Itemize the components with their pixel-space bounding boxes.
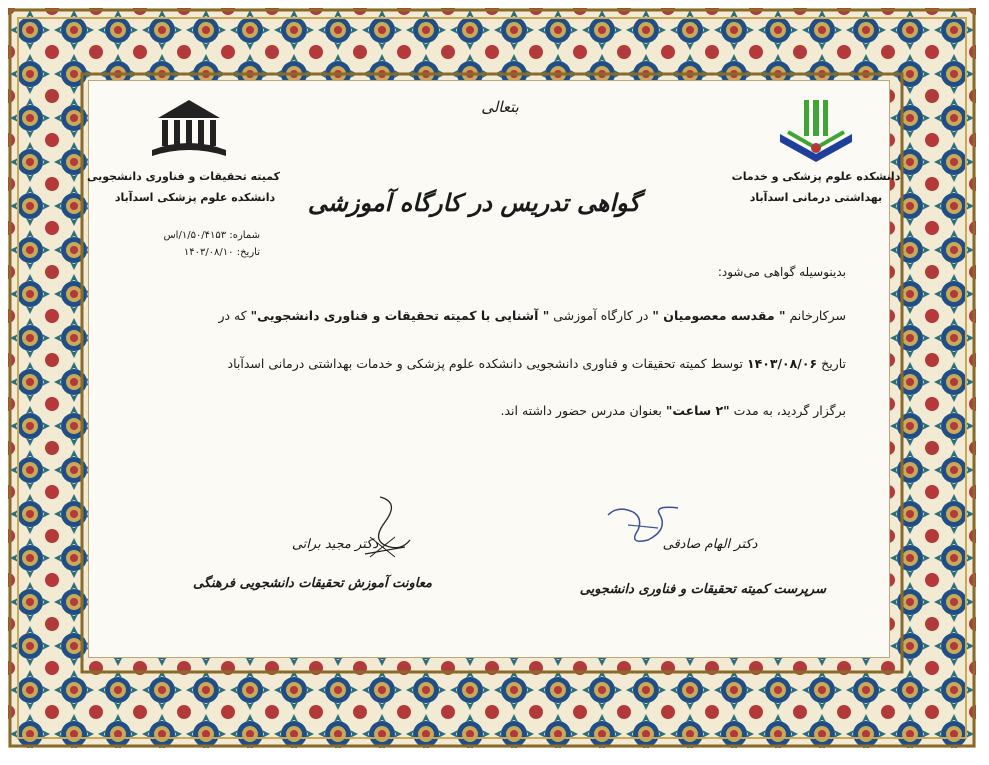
workshop-title: " آشنایی با کمیته تحقیقات و فناوری دانشجویی"	[250, 308, 550, 323]
workshop-duration: "۲ ساعت"	[665, 403, 730, 418]
line1-suffix: که در	[218, 308, 247, 323]
right-signatory-name: دکتر الهام صادقی	[662, 537, 758, 552]
body-line-2	[136, 356, 846, 371]
invocation-text: بتعالی	[481, 98, 519, 116]
workshop-date: ۱۴۰۳/۰۸/۰۶	[746, 356, 818, 371]
right-org-line1: دانشکده علوم پزشکی و خدمات	[731, 170, 901, 183]
page-bottom-margin	[0, 748, 989, 765]
university-building-logo	[148, 96, 230, 162]
participant-name: " مقدسه معصومیان "	[652, 308, 786, 323]
body-line-3	[400, 403, 846, 418]
line2-rest: توسط کمیته تحقیقات و فناوری دانشجویی دانشکده علوم پزشکی و خدمات بهداشتی درمانی اسدآباد	[227, 356, 743, 371]
line1-middle: در کارگاه آموزشی	[553, 308, 649, 323]
green-blue-book-logo	[776, 96, 856, 164]
certificate-title: گواهی تدریس در کارگاه آموزشی	[307, 188, 640, 217]
letter-number: شماره: ۱/۵۰/۴۱۵۳/اس	[163, 230, 260, 241]
left-org-line2: دانشکده علوم پزشکی اسدآباد	[114, 191, 276, 204]
line3-prefix: برگزار گردید، به مدت	[733, 403, 846, 418]
left-signatory-name: دکتر مجید براتی	[291, 537, 379, 552]
right-org-line2: بهداشتی درمانی اسدآباد	[749, 191, 883, 204]
left-org-line1: کمیته تحقیقات و فناوری دانشجویی	[86, 170, 280, 183]
left-signatory-title: معاونت آموزش تحقیقات دانشجویی فرهنگی	[192, 576, 432, 591]
opening-statement: بدینوسیله گواهی می‌شود:	[717, 265, 846, 279]
right-signatory-title: سرپرست کمیته تحقیقات و فناوری دانشجویی	[579, 582, 826, 597]
letter-date: تاریخ: ۱۴۰۳/۰۸/۱۰	[183, 247, 260, 258]
line1-prefix: سرکارخانم	[789, 308, 846, 323]
line2-prefix: تاریخ	[821, 356, 846, 371]
body-line-1	[136, 308, 846, 323]
line3-rest: بعنوان مدرس حضور داشته اند.	[500, 403, 662, 418]
